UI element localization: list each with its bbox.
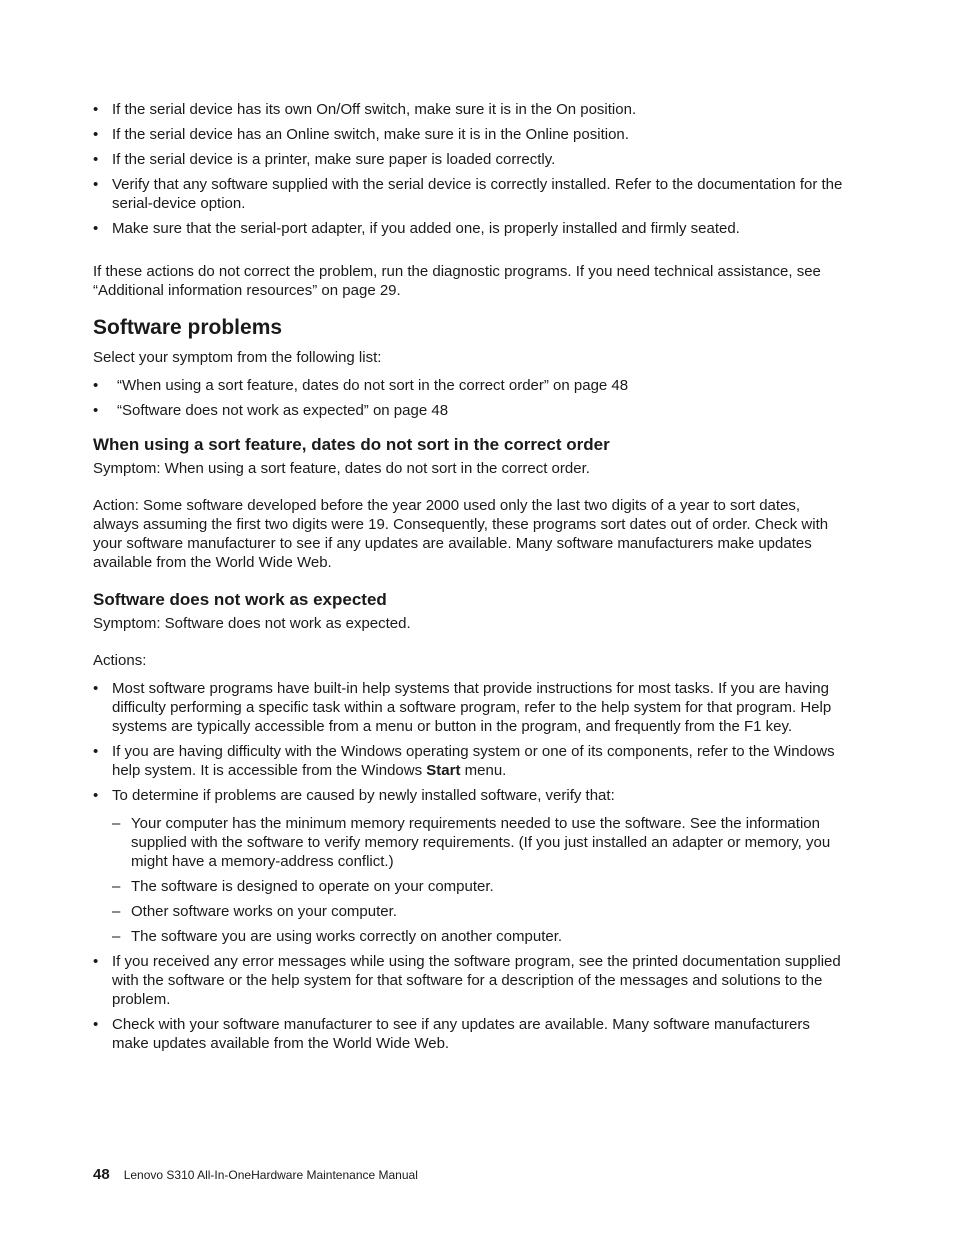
bullet-text: If you are having difficulty with the Windows operating system or one of its components, refer to the Windows help system. It is accessible from the Windows	[112, 743, 835, 779]
list-item	[93, 786, 845, 946]
list-item: • Check with your software manufacturer to see if any updates are available. Many software manufacturers make updates available from the World Wide Web.	[93, 1015, 845, 1053]
sort-issue-action: Action: Some software developed before the year 2000 used only the last two digits of a year to sort dates, always assuming the first two digits were 19. Consequently, these programs sort dates out of order. Check with your software manufacturer to see if any updates are available. Many software manufacturers make updates available from the World Wide Web.	[93, 497, 829, 571]
symptom-link-sort[interactable]: • “When using a sort feature, dates do not sort in the correct order” on page 48	[93, 376, 845, 395]
start-menu-term: Start	[426, 762, 461, 779]
sub-list-item: – The software you are using works correctly on another computer.	[112, 927, 845, 946]
page-footer	[93, 1166, 418, 1184]
verify-sublist	[112, 814, 845, 946]
list-item: • Most software programs have built-in help systems that provide instructions for most tasks. If you are having difficulty performing a specific task within a software program, refer to the help system for that program. Help systems are typically accessible from a menu or button in the program, and frequently from the F1 key.	[93, 679, 845, 736]
symptom-list	[93, 376, 845, 420]
page-content	[93, 100, 845, 1059]
manual-title: Lenovo S310 All-In-OneHardware Maintenance Manual	[123, 1168, 418, 1182]
section-title: Software problems	[93, 316, 283, 339]
actions-label: Actions:	[93, 652, 147, 669]
bullet-text: menu.	[460, 762, 507, 779]
symptom-link-software[interactable]: • “Software does not work as expected” on page 48	[93, 401, 845, 420]
software-issue-symptom: Symptom: Software does not work as expected.	[93, 615, 411, 632]
list-item: • If you received any error messages while using the software program, see the printed documentation supplied with the software or the help system for that software for a description of the messages and solutions to the problem.	[93, 952, 845, 1009]
list-item: • If the serial device is a printer, make sure paper is loaded correctly.	[93, 150, 845, 169]
sub-list-item: – Other software works on your computer.	[112, 902, 845, 921]
actions-list	[93, 679, 845, 1053]
intro-paragraph: If these actions do not correct the problem, run the diagnostic programs. If you need technical assistance, see “Additional information resources” on page 29.	[93, 263, 821, 299]
sort-issue-title: When using a sort feature, dates do not sort in the correct order	[93, 435, 610, 454]
list-item: • If the serial device has its own On/Off switch, make sure it is in the On position.	[93, 100, 845, 119]
page-number: 48	[93, 1166, 110, 1183]
software-issue-title: Software does not work as expected	[93, 590, 387, 609]
sub-list-item: – The software is designed to operate on your computer.	[112, 877, 845, 896]
list-item: • Make sure that the serial-port adapter, if you added one, is properly installed and firmly seated.	[93, 219, 845, 238]
list-item	[93, 742, 845, 780]
sort-issue-symptom: Symptom: When using a sort feature, dates do not sort in the correct order.	[93, 460, 590, 477]
list-item: • Verify that any software supplied with the serial device is correctly installed. Refer to the documentation for the serial-device option.	[93, 175, 845, 213]
section-lead: Select your symptom from the following list:	[93, 349, 382, 366]
serial-checklist	[93, 100, 845, 238]
bullet-text: To determine if problems are caused by newly installed software, verify that:	[112, 787, 615, 804]
sub-list-item: – Your computer has the minimum memory requirements needed to use the software. See the information supplied with the software to verify memory requirements. (If you just installed an adapter or memory, you might have a memory-address conflict.)	[112, 814, 845, 871]
list-item: • If the serial device has an Online switch, make sure it is in the Online position.	[93, 125, 845, 144]
